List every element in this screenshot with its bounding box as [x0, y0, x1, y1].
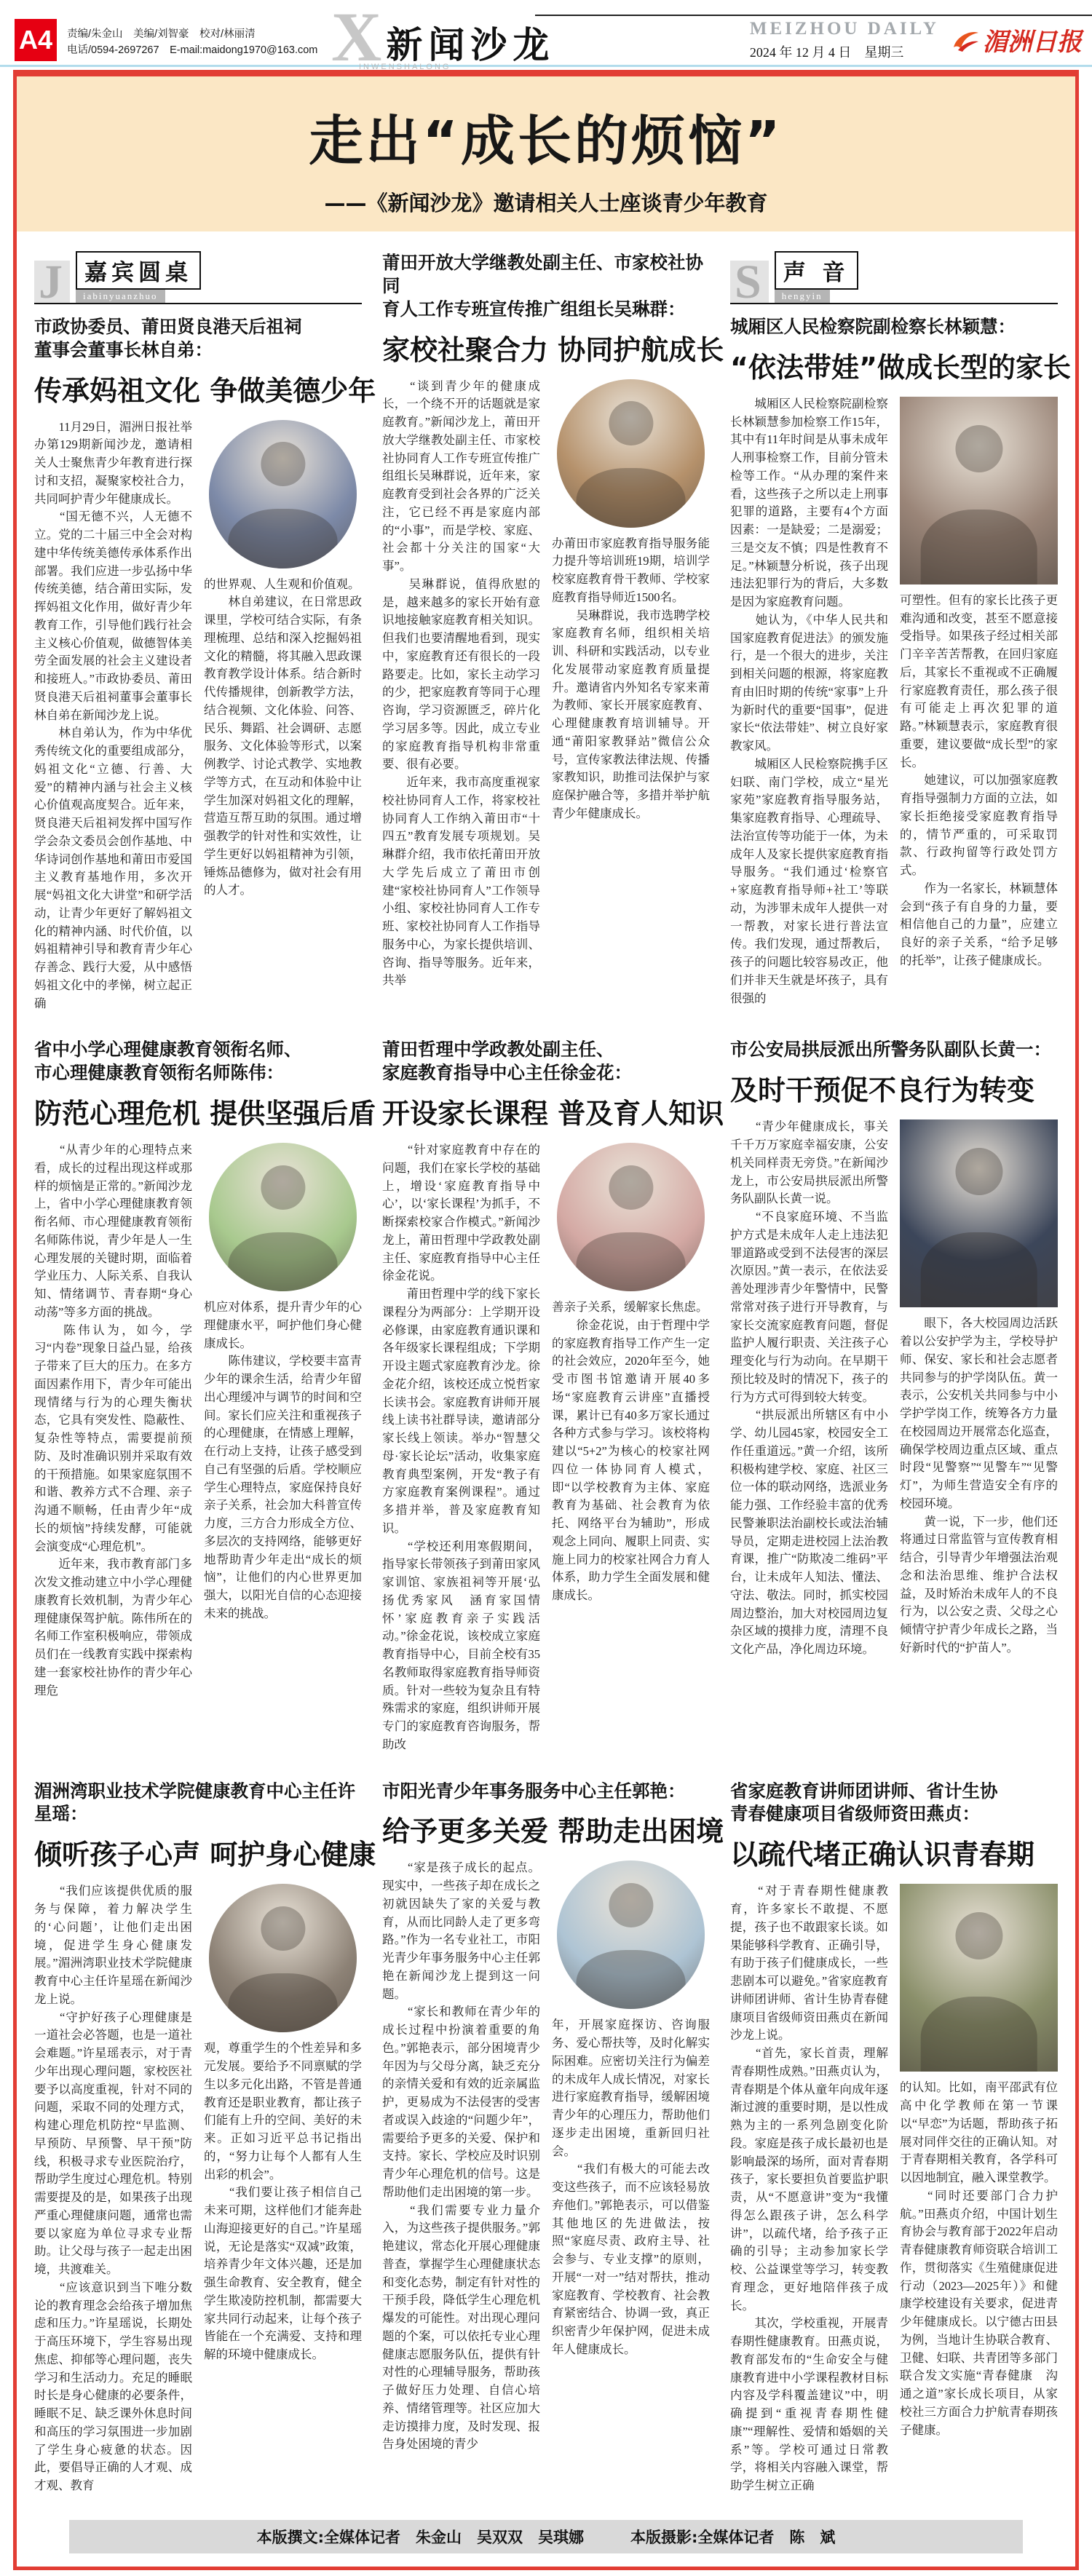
- article-byline: [730, 1780, 1058, 1827]
- body-paragraph: 陈伟建议，学校要丰富青少年的课余生活，给青少年留出心理缓冲与调节的时间和空间。家长们应关注和重视孩子的心理健康，在情感上理解，在行动上支持，让孩子感受到自己有坚强的后盾。学校顺应学生心理特点，家庭保持良好亲子关系，社会加大科普宣传力度，三方合力形成全方位、多层次的支持网络，能够更好地帮助青少年走出“成长的烦恼”，让他们的内心世界更加强大，以阳光自信的心态迎接未来的挑战。: [204, 1354, 362, 1620]
- body-column-left: [34, 1882, 192, 2495]
- body-paragraph: “国无德不兴，人无德不立。党的二十届三中全会对构建中华传统美德传承体系作出部署。我们应进一步弘扬中华传统美德，结合莆田实际，发挥妈祖文化作用，做好青少年教育工作，引导他们践行社会主义核心价值观，做德智体美劳全面发展的社会主义建设者和接班人。”市政协委员、莆田贤良港天后祖祠董事会董事长林自弟在新闻沙龙上说。: [34, 510, 192, 722]
- body-paragraph: 观，尊重学生的个性差异和多元发展。要给予不同禀赋的学生以多元化出路，不管是普通教育还是职业教育，都让孩子们能有上升的空间、美好的未来。正如习近平总书记指出的，“努力让每个人都有人生出彩的机会”。: [204, 2041, 362, 2181]
- section-label: 嘉宾圆桌: [76, 251, 201, 290]
- lead-panel: [17, 76, 1075, 231]
- article-card: [730, 252, 1071, 1012]
- body-paragraph: “家长和教师在青少年的成长过程中扮演着重要的角色。”郭艳表示，部分困境青少年因为与父母分离，缺乏充分的亲情关爱和有效的近亲属监护，更易成为不法侵害的受害者或误入歧途的“问题少年”，需要给予更多的关爱、保护和支持。家长、学校应及时识别青少年心理危机的信号。这是帮助他们走出困境的第一步。: [382, 2005, 540, 2199]
- body-column-right: [204, 1882, 362, 2495]
- body-paragraph: 办莆田市家庭教育指导服务能力提升等培训班19期，培训学校家庭教育骨干教师、学校家庭教育指导师近1500名。: [552, 536, 710, 604]
- article-headline: 家校社聚合力 协同护航成长: [382, 333, 724, 366]
- photo-person-head: [609, 1165, 653, 1210]
- body-column-left: [34, 1141, 192, 1700]
- body-paragraph: “首先，家长首责，理解青春期性成熟。”田燕贞认为，青春期是个体从童年向成年逐渐过渡的重要时期，是以性成熟为主的一系列急剧变化阶段。家庭是孩子成长最初也是影响最深的场所，面对青春期孩子，家长要担负首要监护职责，从“不愿意讲”变为“我懂得怎么跟孩子讲，怎么科学讲”，以疏代堵，给予孩子正确的引导；主动参加家长学校、公益课堂等学习，转变教育理念，更好地陪伴孩子成长。: [730, 2046, 888, 2313]
- article-card: [382, 1039, 724, 1753]
- speaker-photo: [900, 1119, 1058, 1307]
- editor-credits-line2: 电话/0594-2697267 E-mail:maidong1970@163.com: [67, 44, 318, 57]
- byline-line: 市公安局拱辰派出所警务队副队长黄一：: [730, 1040, 1051, 1061]
- body-paragraph: “针对家庭教育中存在的问题，我们在家长学校的基础上，增设‘家庭教育指导中心’，以‘家长课程’为抓手，不断探索校家合作模式。”新闻沙龙上，莆田哲理中学政教处副主任、家庭教育指导中心主任徐金花说。: [382, 1143, 540, 1283]
- section-label-wrap: [775, 251, 858, 303]
- article-body: [730, 395, 1058, 1008]
- speaker-photo: [557, 1143, 705, 1291]
- body-paragraph: “家是孩子成长的起点。现实中，一些孩子却在成长之初就因缺失了家的关爱与教育，从而比同龄人走了更多弯路。”作为一名专业社工，市阳光青少年事务服务中心主任郭艳在新闻沙龙上提到这一问题。: [382, 1860, 540, 2001]
- photo-person-head: [955, 425, 1002, 472]
- byline-line: 市心理健康教育领衔名师陈伟：: [34, 1063, 284, 1084]
- body-paragraph: 城厢区人民检察院副检察长林颖慧参加检察工作15年，其中有11年时间是从事未成年人刑事检察工作，目前分管未检等工作。“从办理的案件来看，这些孩子之所以走上刑事犯罪的道路，主要有4个方面因素：一是缺爱；二是溺爱；三是交友不慎；四是性教育不足。”林颖慧分析说，孩子出现违法犯罪行为的背后，大多数是因为家庭教育问题。: [730, 396, 888, 609]
- body-column-left: [34, 419, 192, 1013]
- body-paragraph: 作为一名家长，林颖慧体会到“孩子有自身的力量，要相信他自己的力量”，应建立良好的亲子关系，“给予足够的托举”，让孩子健康成长。: [900, 881, 1058, 967]
- page-number-badge: A4: [15, 19, 57, 61]
- paper-name-english: MEIZHOU DAILY: [749, 19, 939, 39]
- article-byline: [34, 1039, 362, 1085]
- article-body: [382, 1859, 710, 2454]
- article-headline: 以疏代堵正确认识青春期: [730, 1839, 1035, 1871]
- newspaper-logo: [949, 22, 1082, 58]
- article-byline: [382, 1039, 710, 1085]
- body-paragraph: 年，开展家庭探访、咨询服务、爱心帮扶等，及时化解实际困难。应密切关注行为偏差的未成年人成长情况，对家长进行家庭教育指导，缓解困境青少年的心理压力，帮助他们逐步走出困境，重新回归社会。: [552, 2018, 710, 2158]
- body-paragraph: “不良家庭环境、不当监护方式是未成年人走上违法犯罪道路或受到不法侵害的深层次原因。”黄一表示，在依法妥善处理涉青少年警情中，民警常常对孩子进行开导教育，与家长交流家庭教育问题，督促监护人履行职责、关注孩子心理变化与行为动向。在早期干预比较及时的情况下，孩子的行为方式可得到较大转变。: [730, 1210, 888, 1404]
- article-card: [382, 252, 724, 1012]
- article-headline: “依法带娃”做成长型的家长: [730, 351, 1071, 384]
- writers-credit: 本版撰文:全媒体记者 朱金山 吴双双 吴琪娜: [256, 2528, 584, 2546]
- editor-credits-line1: 责编/朱金山 美编/刘智豪 校对/林丽清: [67, 28, 256, 40]
- photo-person-head: [261, 1906, 305, 1951]
- article-byline: [730, 1039, 1058, 1062]
- article-card: [730, 1780, 1058, 2495]
- photo-person-head: [955, 1148, 1002, 1195]
- body-paragraph: 她认为，《中华人民共和国家庭教育促进法》的颁发施行，是一个很大的进步，关注到相关问题的根源，将家庭教育由旧时期的传统“家事”上升为新时代的重要“国事”，促进家长“依法带娃”、树立良好家教家风。: [730, 612, 888, 753]
- body-paragraph: “应该意识到当下唯分数论的教育理念会给孩子增加焦虑和压力。”许星瑶说，长期处于高压环境下，学生容易出现焦虑、抑郁等心理问题，丧失学习和生活动力。充足的睡眠时长是身心健康的必要条件，睡眠不足、缺乏课外休息时间和高压的学习氛围进一步加剧了学生身心疲惫的状态。因此，要倡导正确的人才观、成才观、教育: [34, 2280, 192, 2493]
- section-pinyin: iabinyuanzhuo: [76, 290, 165, 303]
- body-paragraph: 吴琳群说，值得欣慰的是，越来越多的家长开始有意识地接触家庭教育相关知识。但我们也要清醒地看到，现实中，家庭教育还有很长的一段路要走。比如，家长主动学习的少，把家庭教育等同于心理咨询，学习资源匮乏，碎片化学习居多等。因此，成立专业的家庭教育指导机构非常重要、很有必要。: [382, 576, 540, 772]
- body-column-right: [900, 1882, 1058, 2495]
- article-card: [34, 252, 376, 1012]
- body-paragraph: 善亲子关系，缓解家长焦虑。: [552, 1300, 708, 1315]
- byline-line: 省中小学心理健康教育领衔名师、: [34, 1040, 302, 1061]
- photo-person-torso: [920, 1232, 1037, 1307]
- body-paragraph: 的认知。比如，南平邵武有位高中化学教师在第一节课以“早恋”为话题，帮助孩子拓展对同伴交往的正确认知。对于青春期相关教育，各学科可以因地制宜，融入课堂教学。: [900, 2080, 1058, 2185]
- section-title-pinyin: INWENSHALONG: [359, 63, 451, 71]
- article-card: [730, 1039, 1058, 1753]
- byline-line: 市政协委员、莆田贤良港天后祖祠: [34, 317, 302, 337]
- byline-line: 市阳光青少年事务服务中心主任郭艳：: [382, 1781, 686, 1802]
- body-column-right: [900, 1118, 1058, 1659]
- page-credits-bar: [69, 2520, 1023, 2553]
- body-column-right: [204, 1141, 362, 1700]
- photo-person-torso: [920, 510, 1037, 584]
- byline-line: 董事会董事长林自弟：: [34, 340, 213, 360]
- photo-person-head: [609, 1883, 653, 1927]
- body-column-left: [730, 1118, 888, 1659]
- byline-line: 家庭教育指导中心主任徐金花：: [382, 1063, 632, 1084]
- body-column-right: [552, 1141, 710, 1754]
- body-paragraph: “学校还利用寒假期间，指导家长带领孩子到莆田家风家训馆、家族祖祠等开展‘弘扬优秀家风 涵育家国情怀’家庭教育亲子实践活动。”徐金花说，该校成立家庭教育指导中心，目前全校有35名教师取得家庭教育指导师资质。针对一些较为复杂且有特殊需求的家庭，组织讲师开展专门的家庭教育咨询服务，帮助改: [382, 1539, 540, 1751]
- article-body: [382, 1141, 710, 1754]
- article-headline: 及时干预促不良行为转变: [730, 1074, 1035, 1107]
- body-paragraph: 的世界观、人生观和价值观。: [204, 576, 360, 591]
- byline-line: 青春健康项目省级师资田燕贞：: [730, 1804, 980, 1825]
- body-paragraph: 林自弟认为，作为中华优秀传统文化的重要组成部分，妈祖文化“立德、行善、大爱”的精神内涵与社会主义核心价值观高度契合。近年来，贤良港天后祖祠发挥中国写作学会杂文委员会创作基地、中华诗词创作基地和莆田市爱国主义教育基地作用，多次开展“妈祖文化大讲堂”和研学活动，让青少年更好了解妈祖文化的精神内涵、时代价值，以妈祖精神引导和教育青少年心存善念、践行大爱，从中感悟妈祖文化中的孝悌，树立起正确: [34, 726, 192, 1010]
- section-masthead: [331, 0, 555, 76]
- speaker-photo: [557, 1860, 705, 2009]
- article-body: [34, 1141, 362, 1700]
- body-paragraph: 可塑性。但有的家长比孩子更难沟通和改变，甚至不愿意接受指导。如果孩子经过相关部门辛辛苦苦帮教，在回归家庭后，其家长不重视或不正确履行家庭教育责任，那么孩子很有可能走上再次犯罪的道路。”林颖慧表示，家庭教育很重要，建议要做“成长型”的家长。: [900, 593, 1058, 769]
- body-column-right: [552, 1859, 710, 2454]
- body-paragraph: 莆田哲理中学的线下家长课程分为两部分：上学期开设必修课，由家庭教育通识课和各年级家长课程组成；下学期开设主题式家庭教育沙龙。徐金花介绍，该校还成立悦哲家长读书会。家庭教育讲师开展线上读书社群导读，邀请部分家长线上领读。举办“智慧父母·家长论坛”活动，收集家庭教育典型案例，开发“教子有方家庭教育案例课程”。通过多措并举，普及家庭教育知识。: [382, 1287, 540, 1535]
- body-paragraph: 吴琳群说，我市选聘学校家庭教育名师，组织相关培训、科研和实践活动，以专业化发展带动家庭教育质量提升。邀请省内外知名专家来莆为教师、家长开展家庭教育、心理健康教育培训辅导。开通“莆阳家教驿站”微信公众号，宣传家教法律法规、传播家教知识，助推司法保护与家庭保护融合等，多措并举护航青少年健康成长。: [552, 608, 710, 820]
- article-card: [34, 1039, 376, 1753]
- article-byline: [382, 1780, 710, 1804]
- main-headline: 走出“成长的烦恼”: [309, 110, 783, 173]
- article-byline: [34, 316, 362, 362]
- logo-text: 湄洲日报: [983, 29, 1082, 56]
- article-headline: 倾听孩子心声 呵护身心健康: [34, 1839, 376, 1871]
- body-column-left: [382, 1141, 540, 1754]
- section-pinyin: hengyin: [775, 290, 830, 303]
- body-paragraph: 眼下，各大校园周边活跃着以公安护学为主，学校导护师、保安、家长和社会志愿者共同参与的护学岗队伍。黄一表示，公安机关共同参与中小学护学岗工作，统筹各方力量在校园周边开展常态化巡查，确保学校周边重点区域、重点时段“见警察”“见警车”“见警灯”，为师生营造安全有序的校园环境。: [900, 1316, 1058, 1510]
- editor-credits: [67, 26, 317, 59]
- body-paragraph: “我们应该提供优质的服务与保障，着力解决学生的‘心问题’，让他们走出困境，促进学生身心健康发展。”湄洲湾职业技术学院健康教育中心主任许星瑶在新闻沙龙上说。: [34, 1884, 192, 2006]
- body-column-right: [900, 395, 1058, 1008]
- body-paragraph: “我们有极大的可能去改变这些孩子，而不应该轻易放弃他们。”郭艳表示，可以借鉴其他地区的先进做法，按照“家庭尽责、政府主导、社会参与、专业支撑”的原则，开展“一对一”结对帮扶，推动家庭教育、学校教育、社会教育紧密结合、协调一致，真正织密青少年保护网，促进未成年人健康成长。: [552, 2162, 710, 2356]
- masthead-letter: X: [331, 0, 382, 76]
- body-paragraph: “从青少年的心理特点来看，成长的过程出现这样或那样的烦恼是正常的。”新闻沙龙上，省中小学心理健康教育领衔名师、市心理健康教育领衔名师陈伟说，青少年是人一生心理发展的关键时期，面临着学业压力、人际关系、自我认知、情绪调节、青春期“身心动荡”等多方面的挑战。: [34, 1143, 192, 1319]
- logo-swoosh-icon: [949, 25, 981, 55]
- byline-line: 省家庭教育讲师团讲师、省计生协: [730, 1781, 998, 1802]
- body-column-left: [730, 1882, 888, 2495]
- section-tag: [730, 252, 1058, 309]
- masthead-divider: [535, 15, 1092, 16]
- photo-person-torso: [576, 1950, 686, 2010]
- article-card: [382, 1780, 724, 2495]
- section-label-wrap: [76, 251, 201, 303]
- body-paragraph: 11月29日，湄洲日报社举办第129期新闻沙龙，邀请相关人士聚焦青少年教育进行探讨和支招，凝聚家校社合力，共同呵护青少年健康成长。: [34, 419, 192, 506]
- article-byline: [730, 316, 1058, 339]
- masthead-bar: [0, 0, 1092, 76]
- section-tag: [34, 252, 362, 309]
- paper-name-date: [750, 19, 939, 61]
- body-paragraph: “我们要让孩子相信自己未来可期，这样他们才能奔赴山海迎接更好的自己。”许星瑶说，无论是落实“双减”政策，培养青少年文体兴趣，还是加强生命教育、安全教育，健全学生欺凌防控机制，都需要大家共同行动起来，让每个孩子皆能在一个充满爱、支持和理解的环境中健康成长。: [204, 2185, 362, 2362]
- photo-person-head: [955, 1912, 1002, 1959]
- body-column-left: [382, 378, 540, 991]
- section-label: 声 音: [775, 251, 858, 290]
- body-paragraph: “青少年健康成长，事关千千万万家庭幸福安康，公安机关同样责无旁贷。”在新闻沙龙上，市公安局拱辰派出所警务队副队长黄一说。: [730, 1119, 888, 1206]
- article-body: [34, 1882, 362, 2495]
- body-column-left: [730, 395, 888, 1008]
- speaker-photo: [900, 397, 1058, 584]
- photo-person-head: [261, 442, 305, 486]
- body-column-right: [204, 419, 362, 1013]
- article-body: [34, 419, 362, 1013]
- photo-person-torso: [920, 1997, 1037, 2072]
- body-column-right: [552, 378, 710, 991]
- body-paragraph: 她建议，可以加强家庭教育指导强制力方面的立法，如家长拒绝接受家庭教育指导的，情节严重的，可采取罚款、行政拘留等行政处罚方式。: [900, 773, 1058, 878]
- articles-grid: [17, 231, 1075, 2495]
- article-headline: 开设家长课程 普及育人知识: [382, 1098, 724, 1130]
- speaker-photo: [209, 420, 357, 568]
- photographer-credit: 本版摄影:全媒体记者 陈 斌: [630, 2528, 836, 2546]
- main-subheadline: ——《新闻沙龙》邀请相关人士座谈青少年教育: [324, 191, 768, 215]
- article-byline: [382, 252, 710, 322]
- body-paragraph: “我们需要专业力量介入，为这些孩子提供服务。”郭艳建议，常态化开展心理健康普查，掌握学生心理健康状态和变化态势，制定有针对性的干预手段，降低学生心理危机爆发的可能性。对出现心理问题的个案，可以依托专业心理健康志愿服务队伍，提供有针对性的心理辅导服务，帮助孩子做好压力处理、自信心培养、情绪管理等。社区应加大走访摸排力度，及时发现、报告身处困境的青少: [382, 2203, 540, 2452]
- speaker-photo: [209, 1143, 357, 1291]
- photo-person-torso: [228, 509, 338, 568]
- article-headline: 防范心理危机 提供坚强后盾: [34, 1098, 376, 1130]
- speaker-photo: [209, 1884, 357, 2032]
- speaker-photo: [557, 379, 705, 528]
- byline-line: 城厢区人民检察院副检察长林颖慧：: [730, 317, 1016, 337]
- body-paragraph: “同时还要部门合力护航。”田燕贞介绍，中国计划生育协会与教育部于2022年启动青春健康教育师资联合培训工作，贯彻落实《生殖健康促进行动（2023—2025年）》和健康学校建设有关要求，促进青少年健康成长。以宁德古田县为例，当地计生协联合教育、卫健、妇联、共青团等多部门联合发文实施“青春健康 沟通之道”家长成长项目，从家校社三方面合力护航青春期孩子健康。: [900, 2188, 1058, 2437]
- photo-person-head: [609, 401, 653, 445]
- body-paragraph: 城厢区人民检察院携手区妇联、南门学校，成立“星光家苑”家庭教育指导服务站，集家庭教育指导、心理疏导、法治宣传等功能于一体，为未成年人及家长提供家庭教育指导服务。“我们通过‘检察官+家庭教育指导师+社工’等联动，为涉罪未成年人提供一对一帮教，对家长进行普法宣传。我们发现，通过帮教后，孩子的问题比较容易改正，他们并非天生就是坏孩子，具有很强的: [730, 756, 888, 1005]
- article-byline: [34, 1780, 362, 1827]
- byline-line: 莆田哲理中学政教处副主任、: [382, 1040, 614, 1061]
- body-paragraph: 林自弟建议，在日常思政课里，学校可结合实际，有条理梳理、总结和深入挖掘妈祖文化的精髓，将其融入思政课教育教学设计体系。结合新时代传播规律，创新教学方法，结合视频、文化体验、问答、民乐、舞蹈、社会调研、志愿服务、文化体验等形式，以案例教学、讨论式教学、实地教学等方式，在互动和体验中让学生加深对妈祖文化的理解，营造互帮互助的氛围。通过增强教学的针对性和实效性，让学生更好以妈祖精神为引领，锤炼品德修为，做对社会有用的人才。: [204, 595, 362, 897]
- byline-line: 湄洲湾职业技术学院健康教育中心主任许星瑶：: [34, 1781, 355, 1825]
- byline-line: 莆田开放大学继教处副主任、市家校社协同: [382, 253, 703, 296]
- body-column-left: [382, 1859, 540, 2454]
- content-frame: [13, 70, 1079, 2570]
- body-paragraph: 陈伟认为，如今，学习“内卷”现象日益凸显，给孩子带来了巨大的压力。在多方面因素作用下，青少年可能出现情绪与行为的心理失衡状态，它具有突发性、隐蔽性、复杂性等特点，需要提前预防、及时准确识别并采取有效的干预措施。如果家庭氛围不和谐、教养方式不合理、亲子沟通不顺畅，任由青少年“成长的烦恼”持续发酵，可能就会演变成“心理危机”。: [34, 1323, 192, 1553]
- body-paragraph: 近年来，我市教育部门多次发文推动建立中小学心理健康教育长效机制，为青少年心理健康保驾护航。陈伟所在的名师工作室积极响应，带领成员们在一线教育实践中探索构建一套家校社协作的青少年心理危: [34, 1557, 192, 1697]
- body-paragraph: “谈到青少年的健康成长，一个绕不开的话题就是家庭教育。”新闻沙龙上，莆田开放大学继教处副主任、市家校社协同育人工作专班宣传推广组组长吴琳群说，近年来，家庭教育受到社会各界的广泛关注，它已经不再是家庭内部的“小事”，而是学校、家庭、社会都十分关注的国家“大事”。: [382, 379, 540, 574]
- photo-person-torso: [228, 1232, 338, 1292]
- section-letter: J: [34, 261, 70, 303]
- article-card: [34, 1780, 376, 2495]
- body-paragraph: 近年来，我市高度重视家校社协同育人工作，将家校社协同育人工作纳入莆田市“十四五”教育发展专项规划。吴琳群介绍，我市依托莆田开放大学先后成立了莆田市创建“家校社协同育人”工作领导小组、家校社协同育人工作专班、家校社协同育人工作指导服务中心，为家长提供培训、咨询、指导等服务。近年来，共举: [382, 775, 540, 988]
- article-headline: 传承妈祖文化 争做美德少年: [34, 374, 376, 407]
- body-paragraph: “对于青春期性健康教育，许多家长不敢提、不愿提，孩子也不敢跟家长谈。如果能够科学教育、正确引导，有助于孩子们健康成长，一些悲剧本可以避免。”省家庭教育讲师团讲师、省计生协青春健康项目省级师资田燕贞在新闻沙龙上说。: [730, 1884, 888, 2042]
- body-paragraph: “守护好孩子心理健康是一道社会必答题，也是一道社会难题。”许星瑶表示，对于青少年出现心理问题，家校医社要予以高度重视，针对不同的问题，采取不同的处理方式，构建心理危机防控“早监测、早预防、早预警、早干预”防线，积极寻求专业医院治疗，帮助学生度过心理危机。特别需要提及的是，如果孩子出现严重心理健康问题，通常也需要以家庭为单位寻求专业帮助。让父母与孩子一起走出困境，共渡难关。: [34, 2010, 192, 2277]
- photo-person-torso: [576, 468, 686, 528]
- byline-line: 育人工作专班宣传推广组组长吴琳群：: [382, 299, 686, 320]
- body-paragraph: 机应对体系，提升青少年的心理健康水平，呵护他们身心健康成长。: [204, 1300, 362, 1350]
- article-body: [730, 1882, 1058, 2495]
- publication-date: 2024 年 12 月 4 日 星期三: [749, 45, 904, 60]
- body-paragraph: 其次，学校重视，开展青春期性健康教育。田燕贞说，教育部发布的“生命安全与健康教育进中小学课程教材目标内容及学科覆盖建议”中，明确提到“重视青春期性健康”“理解性、爱情和婚姻的关系”等。学校可通过日常教学，将相关内容融入课堂，帮助学生树立正确: [730, 2316, 888, 2493]
- article-body: [730, 1118, 1058, 1659]
- body-paragraph: 徐金花说，由于哲理中学的家庭教育指导工作产生一定的社会效应，2020年至今，她受市图书馆邀请开展40多场“家庭教育云讲座”直播授课，累计已有40多万家长通过各种方式参与学习。该校将构建以“5+2”为核心的校家社网四位一体协同育人模式，即“以学校教育为主体、家庭教育为基础、社会教育为依托、网络平台为辅助”，形成观念上同向、履职上同责、实施上同力的校家社网合力育人体系，助力学生全面发展和健康成长。: [552, 1317, 710, 1603]
- speaker-photo: [900, 1884, 1058, 2072]
- body-paragraph: 黄一说，下一步，他们还将通过日常监管与宣传教育相结合，引导青少年增强法治观念和法治思维、维护合法权益，及时矫治未成年人的不良行为，以公安之责、父母之心倾情守护青少年成长之路，当好新时代的“护苗人”。: [900, 1514, 1058, 1654]
- article-body: [382, 378, 710, 991]
- article-headline: 给予更多关爱 帮助走出困境: [382, 1815, 724, 1848]
- photo-person-torso: [576, 1232, 686, 1292]
- section-letter: S: [730, 261, 769, 303]
- body-paragraph: “拱辰派出所辖区有中小学、幼儿园45家，校园安全工作任重道远。”黄一介绍，该所积极构建学校、家庭、社区三位一体的联动网络，选派业务能力强、工作经验丰富的优秀民警兼职法治副校长或法治辅导员，定期走进校园上法治教育课，推广“防欺凌二维码”平台，让未成年人知法、懂法、守法、敬法。同时，抓实校园周边整治，加大对校园周边复杂区域的摸排力度，清理不良文化产品，净化周边环境。: [730, 1408, 888, 1657]
- photo-person-torso: [228, 1973, 338, 2033]
- section-title: 新闻沙龙: [386, 24, 555, 66]
- photo-person-head: [261, 1165, 305, 1210]
